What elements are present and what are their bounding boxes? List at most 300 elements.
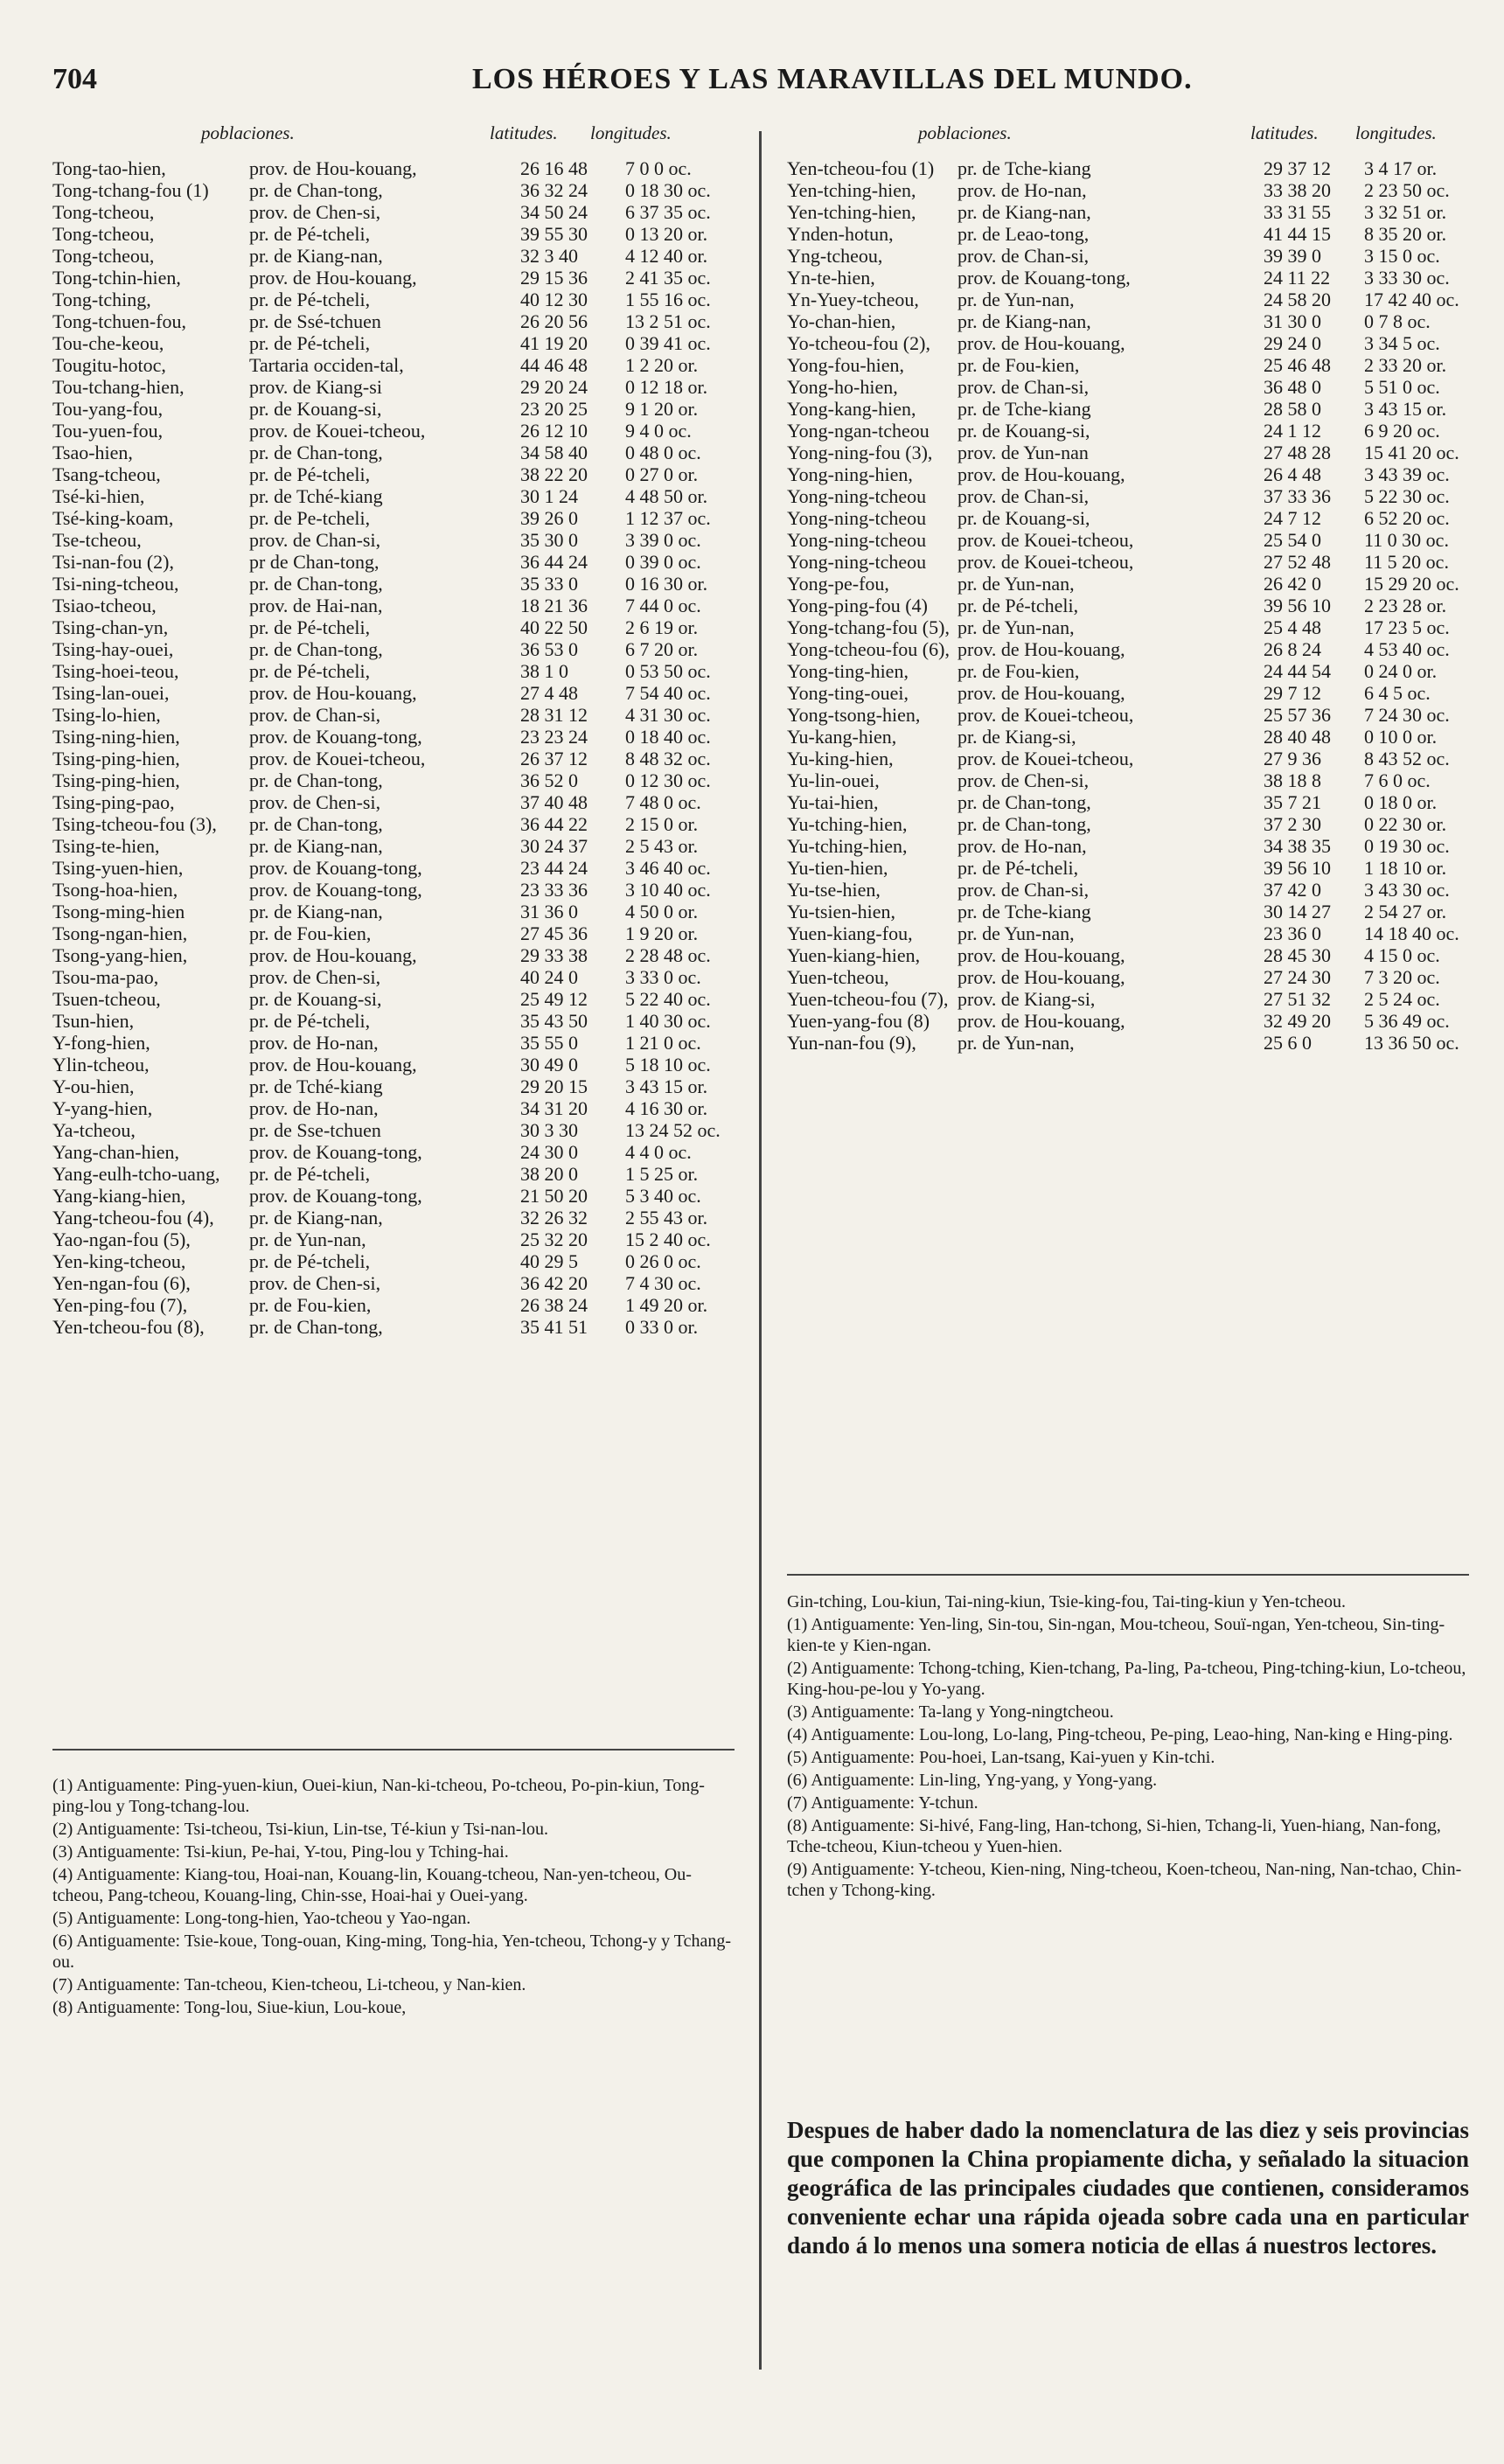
province: pr. de Yun-nan, xyxy=(957,616,1075,638)
province: prov. de Chen-si, xyxy=(249,791,381,813)
latitude: 34 50 24 xyxy=(520,201,588,223)
table-row xyxy=(787,660,1469,682)
longitude: 3 34 5 oc. xyxy=(1364,332,1440,354)
province: pr. de Chan-tong, xyxy=(249,573,383,595)
place-name: Y-yang-hien, xyxy=(52,1097,153,1119)
place-name: Yen-tcheou-fou (1) xyxy=(787,157,935,179)
longitude: 0 12 18 or. xyxy=(625,376,708,398)
latitude: 32 26 32 xyxy=(520,1207,588,1229)
longitude: 1 5 25 or. xyxy=(625,1163,699,1185)
table-row xyxy=(52,201,735,223)
table-row xyxy=(787,835,1469,857)
table-row xyxy=(52,310,735,332)
longitude: 4 12 40 or. xyxy=(625,245,708,267)
latitude: 29 33 38 xyxy=(520,944,588,966)
longitude: 17 23 5 oc. xyxy=(1364,616,1450,638)
latitude: 24 58 20 xyxy=(1264,289,1331,310)
longitude: 8 43 52 oc. xyxy=(1364,748,1450,769)
place-name: Tougitu-hotoc, xyxy=(52,354,166,376)
longitude: 5 36 49 oc. xyxy=(1364,1010,1450,1032)
province: prov. de Ho-nan, xyxy=(957,835,1087,857)
place-name: Yu-tching-hien, xyxy=(787,813,908,835)
table-row xyxy=(52,1097,735,1119)
province: prov. de Hou-kouang, xyxy=(249,267,417,289)
longitude: 11 5 20 oc. xyxy=(1364,551,1449,573)
place-name: Tsi-ning-tcheou, xyxy=(52,573,179,595)
latitude: 35 30 0 xyxy=(520,529,578,551)
latitude: 38 20 0 xyxy=(520,1163,578,1185)
longitude: 1 9 20 or. xyxy=(625,922,699,944)
latitude: 39 55 30 xyxy=(520,223,588,245)
province: pr. de Kiang-nan, xyxy=(957,201,1091,223)
longitude: 2 41 35 oc. xyxy=(625,267,711,289)
latitude: 29 20 24 xyxy=(520,376,588,398)
table-row xyxy=(787,463,1469,485)
latitude: 40 12 30 xyxy=(520,289,588,310)
latitude: 30 14 27 xyxy=(1264,901,1331,922)
latitude: 33 38 20 xyxy=(1264,179,1331,201)
place-name: Yen-tching-hien, xyxy=(787,179,916,201)
latitude: 24 44 54 xyxy=(1264,660,1331,682)
latitude: 30 1 24 xyxy=(520,485,578,507)
latitude: 24 1 12 xyxy=(1264,420,1321,442)
longitude: 3 46 40 oc. xyxy=(625,857,711,879)
longitude: 5 18 10 oc. xyxy=(625,1054,711,1075)
footnote: (8) Antiguamente: Si-hivé, Fang-ling, Han-tchong, Si-hien, Tchang-li, Yuen-hiang, Nan-fong, Tche-tcheou, Kiun-tcheou y Yuen-hien. xyxy=(787,1816,1441,1856)
table-row xyxy=(52,944,735,966)
table-row xyxy=(787,901,1469,922)
longitude: 0 13 20 or. xyxy=(625,223,708,245)
latitude: 24 7 12 xyxy=(1264,507,1321,529)
longitude: 17 42 40 oc. xyxy=(1364,289,1459,310)
province: prov. de Kouei-tcheou, xyxy=(957,748,1134,769)
place-name: Yu-tien-hien, xyxy=(787,857,888,879)
place-name: Yu-kang-hien, xyxy=(787,726,897,748)
latitude: 28 40 48 xyxy=(1264,726,1331,748)
place-name: Yn-te-hien, xyxy=(787,267,875,289)
latitude: 38 22 20 xyxy=(520,463,588,485)
place-name: Yong-ting-ouei, xyxy=(787,682,909,704)
header-longitudes: longitudes. xyxy=(1355,122,1437,143)
latitude: 36 42 20 xyxy=(520,1272,588,1294)
table-row xyxy=(52,157,735,179)
place-name: Tsing-yuen-hien, xyxy=(52,857,184,879)
latitude: 40 29 5 xyxy=(520,1250,578,1272)
table-row xyxy=(787,857,1469,879)
table-row xyxy=(52,813,735,835)
longitude: 0 18 40 oc. xyxy=(625,726,711,748)
longitude: 3 15 0 oc. xyxy=(1364,245,1440,267)
latitude: 24 30 0 xyxy=(520,1141,578,1163)
latitude: 26 4 48 xyxy=(1264,463,1321,485)
latitude: 28 58 0 xyxy=(1264,398,1321,420)
place-name: Tong-tchuen-fou, xyxy=(52,310,187,332)
latitude: 40 22 50 xyxy=(520,616,588,638)
column-divider xyxy=(759,131,762,2370)
province: pr. de Tché-kiang xyxy=(249,1075,383,1097)
header-latitudes: latitudes. xyxy=(1250,122,1319,143)
table-row xyxy=(52,223,735,245)
province: pr de Chan-tong, xyxy=(249,551,379,573)
province: pr. de Fou-kien, xyxy=(957,660,1080,682)
longitude: 3 33 0 oc. xyxy=(625,966,701,988)
province: pr. de Chan-tong, xyxy=(249,638,383,660)
place-name: Y-fong-hien, xyxy=(52,1032,150,1054)
longitude: 4 15 0 oc. xyxy=(1364,944,1440,966)
province: pr. de Kouang-si, xyxy=(249,988,382,1010)
longitude: 0 33 0 or. xyxy=(625,1316,699,1338)
right-column-headers xyxy=(787,122,1469,157)
longitude: 7 24 30 oc. xyxy=(1364,704,1450,726)
page-header xyxy=(52,63,1452,112)
footnote: (9) Antiguamente: Y-tcheou, Kien-ning, Ning-tcheou, Koen-tcheou, Nan-ning, Nan-tchao, Chin-tchen y Tchong-king. xyxy=(787,1860,1462,1900)
province: prov. de Kiang-si xyxy=(249,376,382,398)
place-name: Yong-ning-tcheou xyxy=(787,551,927,573)
latitude: 25 4 48 xyxy=(1264,616,1321,638)
place-name: Tsing-lan-ouei, xyxy=(52,682,170,704)
province: pr. de Fou-kien, xyxy=(249,922,372,944)
place-name: Tsong-ming-hien xyxy=(52,901,185,922)
header-poblaciones: poblaciones. xyxy=(201,122,295,143)
latitude: 36 32 24 xyxy=(520,179,588,201)
table-row xyxy=(52,1032,735,1054)
longitude: 15 2 40 oc. xyxy=(625,1229,711,1250)
latitude: 26 38 24 xyxy=(520,1294,588,1316)
latitude: 26 20 56 xyxy=(520,310,588,332)
table-row xyxy=(52,1010,735,1032)
latitude: 27 24 30 xyxy=(1264,966,1331,988)
place-name: Tsé-ki-hien, xyxy=(52,485,145,507)
table-row xyxy=(787,420,1469,442)
table-row xyxy=(52,1054,735,1075)
latitude: 25 6 0 xyxy=(1264,1032,1312,1054)
province: prov. de Kouang-tong, xyxy=(249,857,422,879)
province: pr. de Pé-tcheli, xyxy=(957,857,1079,879)
longitude: 3 43 39 oc. xyxy=(1364,463,1450,485)
place-name: Yong-tcheou-fou (6), xyxy=(787,638,950,660)
table-row xyxy=(52,835,735,857)
province: pr. de Yun-nan, xyxy=(957,922,1075,944)
longitude: 14 18 40 oc. xyxy=(1364,922,1459,944)
province: prov. de Chen-si, xyxy=(249,966,381,988)
place-name: Yu-tching-hien, xyxy=(787,835,908,857)
place-name: Yong-fou-hien, xyxy=(787,354,905,376)
latitude: 35 55 0 xyxy=(520,1032,578,1054)
table-row xyxy=(787,1032,1469,1054)
table-row xyxy=(52,179,735,201)
table-row xyxy=(787,223,1469,245)
latitude: 37 40 48 xyxy=(520,791,588,813)
table-row xyxy=(787,616,1469,638)
longitude: 4 53 40 oc. xyxy=(1364,638,1450,660)
latitude: 38 18 8 xyxy=(1264,769,1321,791)
place-name: Yang-tcheou-fou (4), xyxy=(52,1207,214,1229)
place-name: Tsing-tcheou-fou (3), xyxy=(52,813,217,835)
table-row xyxy=(787,573,1469,595)
province: pr. de Leao-tong, xyxy=(957,223,1090,245)
latitude: 36 53 0 xyxy=(520,638,578,660)
longitude: 3 4 17 or. xyxy=(1364,157,1438,179)
longitude: 3 32 51 or. xyxy=(1364,201,1447,223)
latitude: 27 9 36 xyxy=(1264,748,1321,769)
table-row xyxy=(52,616,735,638)
province: prov. de Chen-si, xyxy=(249,1272,381,1294)
latitude: 39 56 10 xyxy=(1264,595,1331,616)
latitude: 24 11 22 xyxy=(1264,267,1331,289)
footnote: (7) Antiguamente: Tan-tcheou, Kien-tcheou, Li-tcheou, y Nan-kien. xyxy=(52,1975,526,1994)
longitude: 1 21 0 oc. xyxy=(625,1032,701,1054)
longitude: 0 18 0 or. xyxy=(1364,791,1438,813)
province: prov. de Kouei-tcheou, xyxy=(957,529,1134,551)
place-name: Yong-ngan-tcheou xyxy=(787,420,930,442)
table-row xyxy=(52,573,735,595)
place-name: Yong-kang-hien, xyxy=(787,398,916,420)
latitude: 35 33 0 xyxy=(520,573,578,595)
footnote: (8) Antiguamente: Tong-lou, Siue-kiun, Lou-koue, xyxy=(52,1998,407,2017)
table-row xyxy=(52,595,735,616)
table-row xyxy=(52,1119,735,1141)
province: prov. de Kouei-tcheou, xyxy=(957,551,1134,573)
place-name: Tsing-te-hien, xyxy=(52,835,160,857)
left-footnotes xyxy=(52,1775,735,2020)
right-entry-list xyxy=(787,157,1469,1054)
latitude: 32 3 40 xyxy=(520,245,578,267)
place-name: Tou-yuen-fou, xyxy=(52,420,164,442)
place-name: Tse-tcheou, xyxy=(52,529,142,551)
province: prov. de Kouang-tong, xyxy=(249,1185,422,1207)
province: pr. de Sse-tchuen xyxy=(249,1119,381,1141)
table-row xyxy=(52,485,735,507)
footnote: (7) Antiguamente: Y-tchun. xyxy=(787,1793,978,1813)
longitude: 7 48 0 oc. xyxy=(625,791,701,813)
province: prov. de Chan-si, xyxy=(957,376,1090,398)
table-row xyxy=(52,1185,735,1207)
longitude: 1 40 30 oc. xyxy=(625,1010,711,1032)
longitude: 5 22 40 oc. xyxy=(625,988,711,1010)
province: pr. de Yun-nan, xyxy=(249,1229,366,1250)
footnote: (4) Antiguamente: Lou-long, Lo-lang, Ping-tcheou, Pe-ping, Leao-hing, Nan-king e Hing-ping. xyxy=(787,1725,1453,1744)
longitude: 5 3 40 oc. xyxy=(625,1185,701,1207)
province: pr. de Yun-nan, xyxy=(957,573,1075,595)
place-name: Tsong-hoa-hien, xyxy=(52,879,178,901)
table-row xyxy=(52,1229,735,1250)
province: prov. de Kouang-tong, xyxy=(249,879,422,901)
province: pr. de Chan-tong, xyxy=(249,179,383,201)
table-row xyxy=(52,1272,735,1294)
longitude: 3 39 0 oc. xyxy=(625,529,701,551)
table-row xyxy=(52,507,735,529)
place-name: Yong-pe-fou, xyxy=(787,573,889,595)
province: pr. de Ssé-tchuen xyxy=(249,310,381,332)
place-name: Yen-king-tcheou, xyxy=(52,1250,186,1272)
latitude: 35 7 21 xyxy=(1264,791,1321,813)
province: prov. de Kouei-tcheou, xyxy=(957,704,1134,726)
running-title: LOS HÉROES Y LAS MARAVILLAS DEL MUNDO. xyxy=(472,63,1193,95)
province: prov. de Hou-kouang, xyxy=(249,682,417,704)
latitude: 29 20 15 xyxy=(520,1075,588,1097)
latitude: 25 57 36 xyxy=(1264,704,1331,726)
place-name: Yuen-tcheou-fou (7), xyxy=(787,988,949,1010)
place-name: Tsong-ngan-hien, xyxy=(52,922,188,944)
place-name: Yang-eulh-tcho-uang, xyxy=(52,1163,220,1185)
province: pr. de Kiang-si, xyxy=(957,726,1076,748)
header-latitudes: latitudes. xyxy=(490,122,558,143)
place-name: Tsing-hoei-teou, xyxy=(52,660,179,682)
latitude: 39 56 10 xyxy=(1264,857,1331,879)
table-row xyxy=(52,1250,735,1272)
province: prov. de Chan-si, xyxy=(957,879,1090,901)
table-row xyxy=(52,1141,735,1163)
province: prov. de Hou-kouang, xyxy=(957,463,1125,485)
table-row xyxy=(787,682,1469,704)
longitude: 4 48 50 or. xyxy=(625,485,708,507)
latitude: 29 24 0 xyxy=(1264,332,1321,354)
place-name: Ya-tcheou, xyxy=(52,1119,136,1141)
latitude: 23 36 0 xyxy=(1264,922,1321,944)
place-name: Yong-ho-hien, xyxy=(787,376,898,398)
longitude: 1 55 16 oc. xyxy=(625,289,711,310)
table-row xyxy=(787,791,1469,813)
place-name: Yuen-kiang-fou, xyxy=(787,922,913,944)
place-name: Tsuen-tcheou, xyxy=(52,988,161,1010)
latitude: 28 31 12 xyxy=(520,704,588,726)
table-row xyxy=(52,726,735,748)
table-row xyxy=(52,1294,735,1316)
longitude: 7 44 0 oc. xyxy=(625,595,701,616)
table-row xyxy=(787,1010,1469,1032)
right-footnotes xyxy=(787,1591,1469,1903)
table-row xyxy=(52,551,735,573)
latitude: 37 2 30 xyxy=(1264,813,1321,835)
latitude: 33 31 55 xyxy=(1264,201,1331,223)
place-name: Yong-ping-fou (4) xyxy=(787,595,928,616)
province: prov. de Kouang-tong, xyxy=(957,267,1131,289)
place-name: Tou-tchang-hien, xyxy=(52,376,185,398)
latitude: 25 32 20 xyxy=(520,1229,588,1250)
footnote: (6) Antiguamente: Lin-ling, Yng-yang, y Yong-yang. xyxy=(787,1771,1158,1790)
province: prov. de Chen-si, xyxy=(957,769,1090,791)
place-name: Yu-tsien-hien, xyxy=(787,901,896,922)
latitude: 29 7 12 xyxy=(1264,682,1321,704)
table-row xyxy=(787,310,1469,332)
table-row xyxy=(52,332,735,354)
place-name: Tsing-lo-hien, xyxy=(52,704,161,726)
latitude: 36 52 0 xyxy=(520,769,578,791)
longitude: 0 48 0 oc. xyxy=(625,442,701,463)
latitude: 41 44 15 xyxy=(1264,223,1331,245)
province: pr. de Chan-tong, xyxy=(249,1316,383,1338)
longitude: 0 16 30 or. xyxy=(625,573,708,595)
table-row xyxy=(52,791,735,813)
longitude: 0 53 50 oc. xyxy=(625,660,711,682)
province: pr. de Pé-tcheli, xyxy=(957,595,1079,616)
province: pr. de Tche-kiang xyxy=(957,901,1091,922)
province: prov. de Hou-kouang, xyxy=(957,638,1125,660)
latitude: 23 44 24 xyxy=(520,857,588,879)
latitude: 36 44 24 xyxy=(520,551,588,573)
place-name: Ynden-hotun, xyxy=(787,223,894,245)
latitude: 26 42 0 xyxy=(1264,573,1321,595)
table-row xyxy=(787,704,1469,726)
left-notes-divider xyxy=(52,1749,735,1751)
latitude: 30 3 30 xyxy=(520,1119,578,1141)
latitude: 44 46 48 xyxy=(520,354,588,376)
longitude: 0 39 41 oc. xyxy=(625,332,711,354)
latitude: 39 26 0 xyxy=(520,507,578,529)
place-name: Tsiao-tcheou, xyxy=(52,595,157,616)
longitude: 2 33 20 or. xyxy=(1364,354,1447,376)
place-name: Yun-nan-fou (9), xyxy=(787,1032,916,1054)
province: prov. de Kiang-si, xyxy=(957,988,1096,1010)
province: pr. de Chan-tong, xyxy=(249,813,383,835)
place-name: Yong-ning-tcheou xyxy=(787,507,927,529)
latitude: 34 58 40 xyxy=(520,442,588,463)
table-row xyxy=(52,463,735,485)
province: pr. de Chan-tong, xyxy=(957,791,1091,813)
province: prov. de Hou-kouang, xyxy=(957,944,1125,966)
footnote: (2) Antiguamente: Tsi-tcheou, Tsi-kiun, Lin-tse, Té-kiun y Tsi-nan-lou. xyxy=(52,1820,549,1839)
province: pr. de Chan-tong, xyxy=(957,813,1091,835)
province: prov. de Hou-kouang, xyxy=(249,157,417,179)
table-row xyxy=(787,507,1469,529)
left-column xyxy=(52,122,735,1338)
longitude: 3 43 30 oc. xyxy=(1364,879,1450,901)
province: prov. de Kouang-tong, xyxy=(249,1141,422,1163)
table-row xyxy=(787,179,1469,201)
place-name: Tsing-hay-ouei, xyxy=(52,638,174,660)
longitude: 11 0 30 oc. xyxy=(1364,529,1449,551)
latitude: 27 48 28 xyxy=(1264,442,1331,463)
left-column-headers xyxy=(52,122,735,157)
place-name: Tsing-ping-hien, xyxy=(52,748,180,769)
place-name: Yen-ngan-fou (6), xyxy=(52,1272,191,1294)
place-name: Yong-ting-hien, xyxy=(787,660,909,682)
latitude: 37 42 0 xyxy=(1264,879,1321,901)
province: pr. de Pé-tcheli, xyxy=(249,1250,371,1272)
place-name: Tsun-hien, xyxy=(52,1010,135,1032)
place-name: Tsing-ning-hien, xyxy=(52,726,180,748)
latitude: 30 49 0 xyxy=(520,1054,578,1075)
latitude: 35 43 50 xyxy=(520,1010,588,1032)
place-name: Tong-tching, xyxy=(52,289,151,310)
table-row xyxy=(52,1316,735,1338)
footnote: (3) Antiguamente: Tsi-kiun, Pe-hai, Y-tou, Ping-lou y Tching-hai. xyxy=(52,1842,509,1862)
table-row xyxy=(787,551,1469,573)
province: prov. de Chen-si, xyxy=(249,201,381,223)
table-row xyxy=(52,769,735,791)
table-row xyxy=(52,660,735,682)
place-name: Tsou-ma-pao, xyxy=(52,966,159,988)
province: prov. de Hou-kouang, xyxy=(957,1010,1125,1032)
place-name: Yuen-tcheou, xyxy=(787,966,889,988)
latitude: 30 24 37 xyxy=(520,835,588,857)
table-row xyxy=(787,944,1469,966)
longitude: 0 24 0 or. xyxy=(1364,660,1438,682)
place-name: Yong-ning-tcheou xyxy=(787,529,927,551)
longitude: 8 35 20 or. xyxy=(1364,223,1447,245)
longitude: 9 4 0 oc. xyxy=(625,420,692,442)
latitude: 36 44 22 xyxy=(520,813,588,835)
latitude: 23 33 36 xyxy=(520,879,588,901)
longitude: 1 12 37 oc. xyxy=(625,507,711,529)
place-name: Yong-tsong-hien, xyxy=(787,704,921,726)
province: prov. de Kouei-tcheou, xyxy=(249,420,426,442)
latitude: 25 46 48 xyxy=(1264,354,1331,376)
right-notes-divider xyxy=(787,1574,1469,1576)
table-row xyxy=(52,988,735,1010)
longitude: 0 39 0 oc. xyxy=(625,551,701,573)
place-name: Yu-tse-hien, xyxy=(787,879,881,901)
